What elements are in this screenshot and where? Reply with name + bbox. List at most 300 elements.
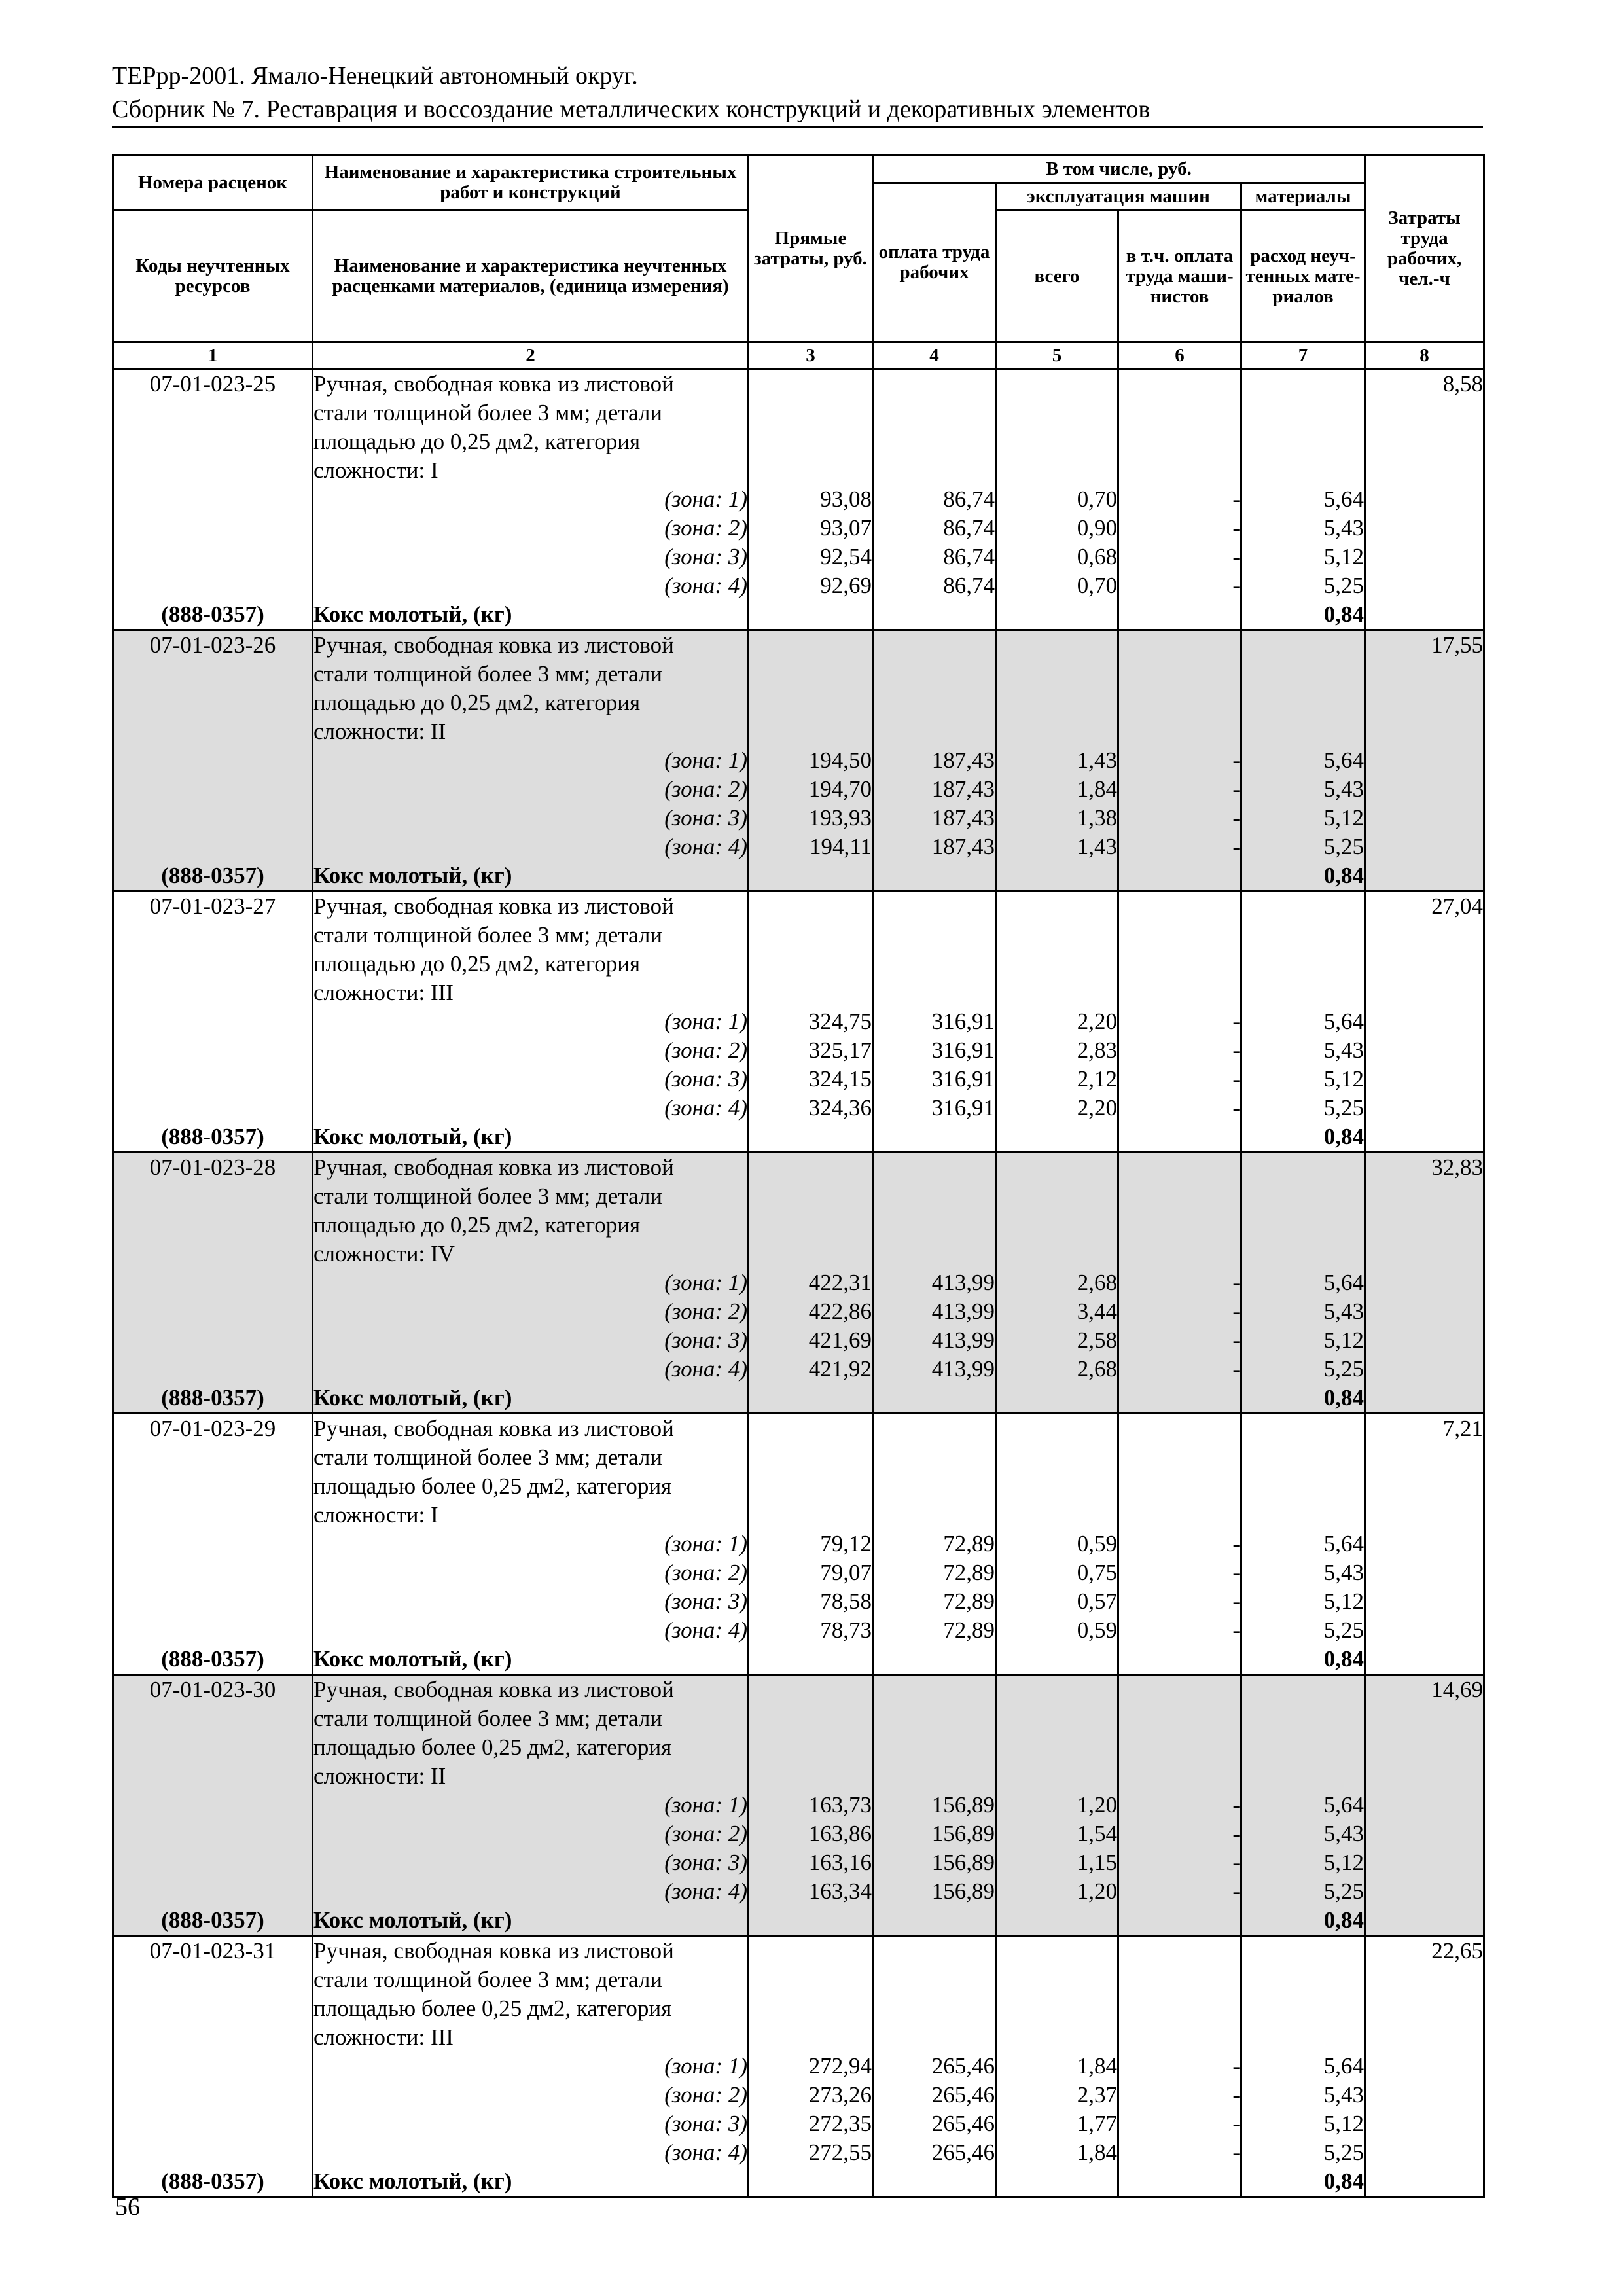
machinists-pay: - — [1232, 1037, 1240, 1063]
rate-code: 07-01-023-30 — [113, 1675, 313, 1907]
direct-cost: 421,92 — [808, 1356, 872, 1382]
materials-cost: 5,43 — [1323, 1821, 1364, 1846]
direct-cost: 79,12 — [820, 1531, 872, 1556]
zone-label: (зона: 1) — [664, 747, 747, 773]
machines-total-cell — [996, 1414, 1118, 1645]
empty-cell — [1118, 1384, 1241, 1414]
labor-cost: 7,21 — [1365, 1414, 1484, 1645]
zone-label: (зона: 4) — [664, 2140, 747, 2165]
direct-cost-cell — [749, 891, 873, 1123]
machinists-pay: - — [1232, 1821, 1240, 1846]
zone-label: (зона: 4) — [664, 1878, 747, 1904]
zone-label: (зона: 3) — [664, 544, 747, 569]
materials-cost: 5,64 — [1323, 1531, 1364, 1556]
machines-total-cell — [996, 630, 1118, 862]
machinists-pay: - — [1232, 573, 1240, 598]
direct-cost: 78,58 — [820, 1588, 872, 1614]
empty-cell — [873, 600, 996, 630]
machinists-pay: - — [1232, 1792, 1240, 1818]
direct-cost: 272,55 — [808, 2140, 872, 2165]
resource-quantity: 0,84 — [1241, 2167, 1365, 2197]
rate-description — [313, 1675, 749, 1907]
machinists-pay: - — [1232, 2082, 1240, 2108]
machines-total-cell — [996, 369, 1118, 601]
machines-total: 2,68 — [1077, 1356, 1117, 1382]
direct-cost: 92,69 — [820, 573, 872, 598]
direct-cost: 324,75 — [808, 1009, 872, 1034]
direct-cost: 163,16 — [808, 1850, 872, 1875]
direct-cost: 92,54 — [820, 544, 872, 569]
direct-cost: 194,11 — [810, 834, 872, 859]
empty-cell — [1118, 1122, 1241, 1153]
materials-cost-cell — [1241, 1414, 1365, 1645]
resource-name: Кокс молотый, (кг) — [313, 1645, 749, 1675]
empty-cell — [1365, 1906, 1484, 1936]
worker-pay: 316,91 — [931, 1095, 995, 1121]
zone-label: (зона: 4) — [664, 573, 747, 598]
zone-label: (зона: 1) — [664, 486, 747, 512]
description-line: Ручная, свободная ковка из листовой — [313, 371, 674, 397]
direct-cost-cell — [749, 630, 873, 862]
direct-cost-cell — [749, 1936, 873, 2168]
description-line: площадью более 0,25 дм2, категория — [313, 1734, 672, 1760]
materials-cost-cell — [1241, 369, 1365, 601]
zone-label: (зона: 2) — [664, 1560, 747, 1585]
rate-row — [113, 891, 1484, 1123]
machines-total: 2,20 — [1077, 1009, 1117, 1034]
machinists-pay: - — [1232, 834, 1240, 859]
rate-description — [313, 1936, 749, 2168]
materials-cost: 5,25 — [1323, 2140, 1364, 2165]
materials-cost: 5,25 — [1323, 1878, 1364, 1904]
labor-cost: 8,58 — [1365, 369, 1484, 601]
resource-code: (888-0357) — [113, 600, 313, 630]
worker-pay: 265,46 — [931, 2140, 995, 2165]
material-name-header: Наименование и характеристика неучтенных расценками материалов, (единица измерения) — [313, 211, 749, 342]
empty-cell — [1118, 2167, 1241, 2197]
resource-name: Кокс молотый, (кг) — [313, 1906, 749, 1936]
resource-name: Кокс молотый, (кг) — [313, 600, 749, 630]
empty-cell — [1365, 1645, 1484, 1675]
materials-cost: 5,43 — [1323, 1560, 1364, 1585]
materials-header: материалы — [1241, 183, 1365, 211]
col-number: 5 — [996, 342, 1118, 369]
description-line: сложности: II — [313, 1763, 446, 1789]
machinists-pay-cell — [1118, 1153, 1241, 1384]
resource-row — [113, 1384, 1484, 1414]
collection-title: Сборник № 7. Реставрация и воссоздание металлических конструкций и декоративных элементов — [112, 96, 1150, 123]
machinists-pay-cell — [1118, 891, 1241, 1123]
machines-total: 0,75 — [1077, 1560, 1117, 1585]
materials-cost-cell — [1241, 1675, 1365, 1907]
materials-cost: 5,43 — [1323, 515, 1364, 541]
rate-description — [313, 369, 749, 601]
worker-pay: 72,89 — [943, 1560, 995, 1585]
direct-cost-cell — [749, 1675, 873, 1907]
zone-label: (зона: 3) — [664, 805, 747, 831]
machines-header: эксплуатация машин — [996, 183, 1241, 211]
zone-label: (зона: 4) — [664, 1617, 747, 1643]
col-number: 4 — [873, 342, 996, 369]
empty-cell — [996, 1122, 1118, 1153]
description-line: площадью более 0,25 дм2, категория — [313, 1996, 672, 2021]
description-line: площадью более 0,25 дм2, категория — [313, 1473, 672, 1499]
zone-label: (зона: 2) — [664, 2082, 747, 2108]
rate-row — [113, 1936, 1484, 2168]
rate-code: 07-01-023-25 — [113, 369, 313, 601]
worker-pay: 156,89 — [931, 1821, 995, 1846]
machines-total: 1,20 — [1077, 1792, 1117, 1818]
description-line: стали толщиной более 3 мм; детали — [313, 1444, 663, 1470]
rate-row — [113, 369, 1484, 601]
machines-total: 2,68 — [1077, 1270, 1117, 1295]
description-line: сложности: I — [313, 1502, 438, 1528]
empty-cell — [873, 1906, 996, 1936]
machines-total: 0,70 — [1077, 573, 1117, 598]
col-number: 2 — [313, 342, 749, 369]
zone-label: (зона: 3) — [664, 2111, 747, 2136]
machines-total-cell — [996, 1675, 1118, 1907]
resource-quantity: 0,84 — [1241, 1122, 1365, 1153]
rates-table — [112, 154, 1485, 2198]
labor-cost: 32,83 — [1365, 1153, 1484, 1384]
rate-code: 07-01-023-26 — [113, 630, 313, 862]
worker-pay: 265,46 — [931, 2111, 995, 2136]
machinists-pay: - — [1232, 747, 1240, 773]
direct-cost-cell — [749, 1414, 873, 1645]
machinists-pay: - — [1232, 1356, 1240, 1382]
machinists-pay: - — [1232, 1588, 1240, 1614]
direct-cost-cell — [749, 1153, 873, 1384]
resource-quantity: 0,84 — [1241, 1645, 1365, 1675]
direct-cost: 324,36 — [808, 1095, 872, 1121]
resource-row — [113, 861, 1484, 891]
machinists-pay: - — [1232, 1850, 1240, 1875]
zone-label: (зона: 1) — [664, 1009, 747, 1034]
machinists-pay: - — [1232, 1878, 1240, 1904]
worker-pay: 316,91 — [931, 1037, 995, 1063]
machinists-pay: - — [1232, 2111, 1240, 2136]
worker-pay: 316,91 — [931, 1009, 995, 1034]
zone-label: (зона: 2) — [664, 1821, 747, 1846]
rate-row — [113, 1153, 1484, 1384]
empty-cell — [1365, 2167, 1484, 2197]
description-line: Ручная, свободная ковка из листовой — [313, 1155, 674, 1180]
direct-cost: 272,35 — [808, 2111, 872, 2136]
worker-pay: 187,43 — [931, 776, 995, 802]
machinists-pay: - — [1232, 486, 1240, 512]
work-name-header: Наименование и характеристика строительных работ и конструкций — [313, 155, 749, 211]
labor-cost: 27,04 — [1365, 891, 1484, 1123]
resource-row — [113, 1645, 1484, 1675]
materials-cost: 5,64 — [1323, 486, 1364, 512]
description-line: стали толщиной более 3 мм; детали — [313, 1706, 663, 1731]
col-number: 1 — [113, 342, 313, 369]
resource-quantity: 0,84 — [1241, 861, 1365, 891]
rate-description — [313, 1153, 749, 1384]
materials-cost-cell — [1241, 630, 1365, 862]
description-line: сложности: I — [313, 457, 438, 483]
direct-cost: 193,93 — [808, 805, 872, 831]
machines-total: 0,68 — [1077, 544, 1117, 569]
description-line: стали толщиной более 3 мм; детали — [313, 661, 663, 687]
empty-cell — [873, 1122, 996, 1153]
worker-pay: 187,43 — [931, 834, 995, 859]
machines-total: 1,38 — [1077, 805, 1117, 831]
empty-cell — [996, 1906, 1118, 1936]
worker-pay-cell — [873, 1153, 996, 1384]
empty-cell — [873, 861, 996, 891]
worker-pay: 265,46 — [931, 2082, 995, 2108]
resource-code: (888-0357) — [113, 1384, 313, 1414]
worker-pay-cell — [873, 1414, 996, 1645]
description-line: площадью до 0,25 дм2, категория — [313, 951, 641, 977]
labor-cost: 14,69 — [1365, 1675, 1484, 1907]
description-line: площадью до 0,25 дм2, категория — [313, 1212, 641, 1238]
materials-cost: 5,25 — [1323, 1356, 1364, 1382]
materials-cost-cell — [1241, 1936, 1365, 2168]
empty-cell — [873, 1645, 996, 1675]
worker-pay: 86,74 — [943, 544, 995, 569]
materials-cost: 5,64 — [1323, 1270, 1364, 1295]
labor-header: Затраты труда рабочих, чел.-ч — [1365, 155, 1484, 342]
empty-cell — [996, 2167, 1118, 2197]
zone-label: (зона: 4) — [664, 834, 747, 859]
worker-pay: 86,74 — [943, 515, 995, 541]
zone-label: (зона: 2) — [664, 776, 747, 802]
direct-cost: 272,94 — [808, 2053, 872, 2079]
machines-total: 0,90 — [1077, 515, 1117, 541]
materials-cost: 5,25 — [1323, 573, 1364, 598]
resource-quantity: 0,84 — [1241, 1906, 1365, 1936]
col-number: 3 — [749, 342, 873, 369]
zone-label: (зона: 1) — [664, 1792, 747, 1818]
machinists-pay: - — [1232, 1095, 1240, 1121]
worker-pay: 156,89 — [931, 1792, 995, 1818]
resource-quantity: 0,84 — [1241, 1384, 1365, 1414]
direct-cost: 421,69 — [808, 1327, 872, 1353]
description-line: Ручная, свободная ковка из листовой — [313, 632, 674, 658]
machines-total: 1,43 — [1077, 747, 1117, 773]
worker-pay-cell — [873, 1936, 996, 2168]
rate-numbers-header: Номера расценок — [113, 155, 313, 211]
machines-total: 1,84 — [1077, 776, 1117, 802]
machines-total: 0,70 — [1077, 486, 1117, 512]
direct-cost: 79,07 — [820, 1560, 872, 1585]
materials-cost: 5,12 — [1323, 1588, 1364, 1614]
machines-total: 1,84 — [1077, 2140, 1117, 2165]
empty-cell — [996, 1384, 1118, 1414]
direct-cost: 194,70 — [808, 776, 872, 802]
rate-row — [113, 1414, 1484, 1645]
rate-code: 07-01-023-27 — [113, 891, 313, 1123]
zone-label: (зона: 3) — [664, 1850, 747, 1875]
machines-total: 0,59 — [1077, 1531, 1117, 1556]
direct-cost: 93,07 — [820, 515, 872, 541]
machinists-pay: - — [1232, 1299, 1240, 1324]
machinists-pay: - — [1232, 1327, 1240, 1353]
empty-cell — [996, 1645, 1118, 1675]
resource-code: (888-0357) — [113, 861, 313, 891]
worker-pay-cell — [873, 630, 996, 862]
materials-cost-cell — [1241, 891, 1365, 1123]
rate-description — [313, 630, 749, 862]
zone-label: (зона: 2) — [664, 515, 747, 541]
materials-cost: 5,43 — [1323, 1037, 1364, 1063]
header-rule — [112, 126, 1483, 128]
direct-cost: 422,86 — [808, 1299, 872, 1324]
direct-cost-cell — [749, 369, 873, 601]
worker-pay: 72,89 — [943, 1588, 995, 1614]
empty-cell — [749, 861, 873, 891]
worker-pay: 86,74 — [943, 573, 995, 598]
machines-total: 2,58 — [1077, 1327, 1117, 1353]
direct-cost: 93,08 — [820, 486, 872, 512]
empty-cell — [1365, 1384, 1484, 1414]
resource-code: (888-0357) — [113, 1122, 313, 1153]
materials-cost-cell — [1241, 1153, 1365, 1384]
empty-cell — [749, 1122, 873, 1153]
materials-cost: 5,25 — [1323, 1095, 1364, 1121]
machinists-pay: - — [1232, 1270, 1240, 1295]
empty-cell — [749, 2167, 873, 2197]
resource-name: Кокс молотый, (кг) — [313, 861, 749, 891]
worker-pay: 413,99 — [931, 1270, 995, 1295]
resource-code: (888-0357) — [113, 2167, 313, 2197]
description-line: Ручная, свободная ковка из листовой — [313, 1938, 674, 1964]
machines-total: 3,44 — [1077, 1299, 1117, 1324]
zone-label: (зона: 1) — [664, 1270, 747, 1295]
rates-body — [113, 369, 1484, 2197]
machinists-pay-cell — [1118, 630, 1241, 862]
direct-cost: 194,50 — [808, 747, 872, 773]
empty-cell — [1365, 861, 1484, 891]
materials-cost: 5,64 — [1323, 1009, 1364, 1034]
direct-cost: 163,73 — [808, 1792, 872, 1818]
column-numbers-row — [113, 342, 1484, 369]
machinists-pay: - — [1232, 1531, 1240, 1556]
worker-pay: 156,89 — [931, 1850, 995, 1875]
materials-cost: 5,25 — [1323, 834, 1364, 859]
empty-cell — [1365, 1122, 1484, 1153]
empty-cell — [873, 2167, 996, 2197]
machines-total-cell — [996, 891, 1118, 1123]
resource-row — [113, 600, 1484, 630]
worker-pay: 413,99 — [931, 1327, 995, 1353]
machines-total: 2,37 — [1077, 2082, 1117, 2108]
empty-cell — [749, 1906, 873, 1936]
materials-cost: 5,43 — [1323, 2082, 1364, 2108]
description-line: стали толщиной более 3 мм; детали — [313, 400, 663, 425]
resource-code: (888-0357) — [113, 1906, 313, 1936]
worker-pay-header: оплата труда рабочих — [873, 183, 996, 342]
worker-pay: 72,89 — [943, 1617, 995, 1643]
materials-cost: 5,25 — [1323, 1617, 1364, 1643]
unaccounted-materials-header: расход неуч- тенных мате- риалов — [1241, 211, 1365, 342]
direct-cost: 163,34 — [808, 1878, 872, 1904]
empty-cell — [1118, 600, 1241, 630]
machines-total: 1,15 — [1077, 1850, 1117, 1875]
labor-cost: 22,65 — [1365, 1936, 1484, 2168]
machinists-pay: - — [1232, 2053, 1240, 2079]
description-line: площадью до 0,25 дм2, категория — [313, 690, 641, 715]
worker-pay: 316,91 — [931, 1066, 995, 1092]
document-title: ТЕРрр-2001. Ямало-Ненецкий автономный округ. — [112, 62, 638, 90]
machines-total: 1,20 — [1077, 1878, 1117, 1904]
worker-pay-cell — [873, 891, 996, 1123]
empty-cell — [749, 600, 873, 630]
machinists-pay: - — [1232, 1066, 1240, 1092]
worker-pay: 413,99 — [931, 1299, 995, 1324]
worker-pay: 86,74 — [943, 486, 995, 512]
description-line: стали толщиной более 3 мм; детали — [313, 1967, 663, 1992]
resource-name: Кокс молотый, (кг) — [313, 2167, 749, 2197]
zone-label: (зона: 2) — [664, 1037, 747, 1063]
worker-pay-cell — [873, 1675, 996, 1907]
rate-code: 07-01-023-29 — [113, 1414, 313, 1645]
empty-cell — [1365, 600, 1484, 630]
machines-total: 2,20 — [1077, 1095, 1117, 1121]
description-line: Ручная, свободная ковка из листовой — [313, 1677, 674, 1702]
materials-cost: 5,64 — [1323, 747, 1364, 773]
machinists-pay-header: в т.ч. оплата труда маши- нистов — [1118, 211, 1241, 342]
machinists-pay: - — [1232, 515, 1240, 541]
direct-cost: 422,31 — [808, 1270, 872, 1295]
empty-cell — [996, 600, 1118, 630]
zone-label: (зона: 1) — [664, 2053, 747, 2079]
direct-cost: 78,73 — [820, 1617, 872, 1643]
machines-total: 0,57 — [1077, 1588, 1117, 1614]
col-number: 6 — [1118, 342, 1241, 369]
description-line: сложности: III — [313, 980, 454, 1005]
description-line: площадью до 0,25 дм2, категория — [313, 429, 641, 454]
machinists-pay-cell — [1118, 369, 1241, 601]
materials-cost: 5,12 — [1323, 2111, 1364, 2136]
including-header: В том числе, руб. — [873, 155, 1365, 183]
empty-cell — [749, 1645, 873, 1675]
worker-pay: 265,46 — [931, 2053, 995, 2079]
description-line: сложности: IV — [313, 1241, 455, 1266]
resource-name: Кокс молотый, (кг) — [313, 1384, 749, 1414]
worker-pay: 413,99 — [931, 1356, 995, 1382]
rate-code: 07-01-023-31 — [113, 1936, 313, 2168]
machines-total-cell — [996, 1153, 1118, 1384]
machinists-pay-cell — [1118, 1414, 1241, 1645]
rate-description — [313, 891, 749, 1123]
materials-cost: 5,64 — [1323, 2053, 1364, 2079]
direct-cost: 325,17 — [808, 1037, 872, 1063]
direct-cost: 163,86 — [808, 1821, 872, 1846]
description-line: сложности: III — [313, 2024, 454, 2050]
materials-cost: 5,12 — [1323, 544, 1364, 569]
empty-cell — [1118, 1906, 1241, 1936]
zone-label: (зона: 3) — [664, 1588, 747, 1614]
materials-cost: 5,64 — [1323, 1792, 1364, 1818]
description-line: Ручная, свободная ковка из листовой — [313, 893, 674, 919]
machinists-pay: - — [1232, 776, 1240, 802]
worker-pay: 187,43 — [931, 805, 995, 831]
col-number: 7 — [1241, 342, 1365, 369]
rate-row — [113, 1675, 1484, 1907]
materials-cost: 5,12 — [1323, 1850, 1364, 1875]
machines-total: 0,59 — [1077, 1617, 1117, 1643]
labor-cost: 17,55 — [1365, 630, 1484, 862]
resource-code: (888-0357) — [113, 1645, 313, 1675]
zone-label: (зона: 1) — [664, 1531, 747, 1556]
empty-cell — [1118, 1645, 1241, 1675]
empty-cell — [1118, 861, 1241, 891]
direct-cost: 273,26 — [808, 2082, 872, 2108]
